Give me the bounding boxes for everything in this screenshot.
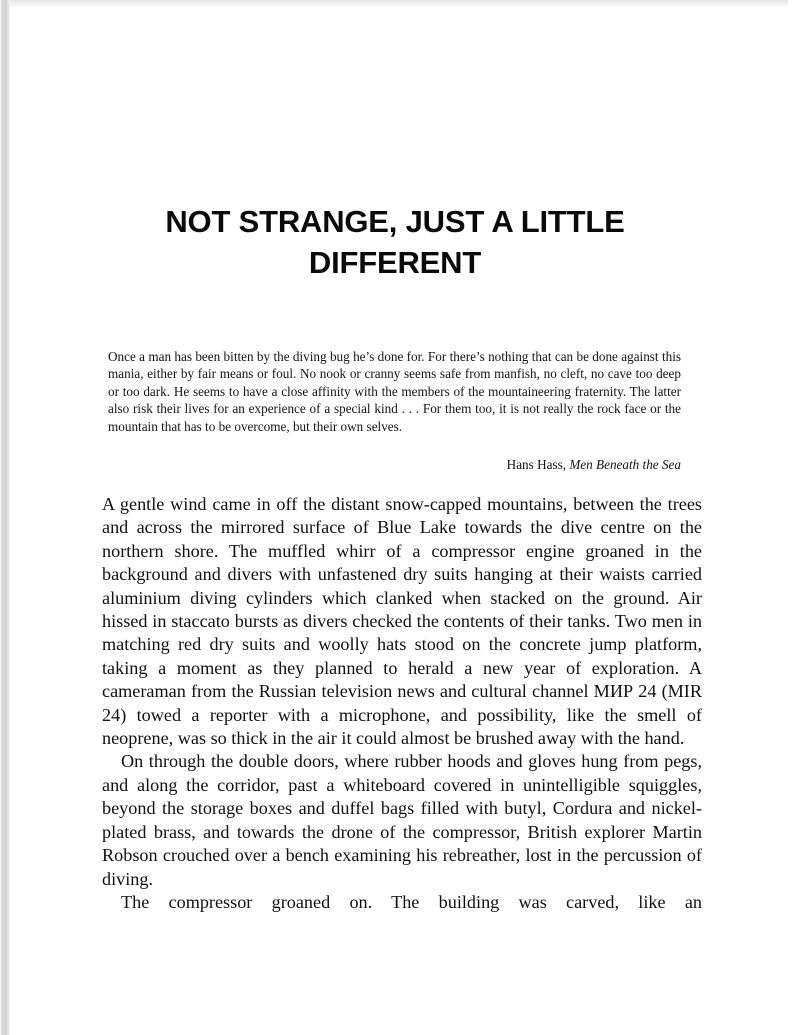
page-edge-shadow-top	[8, 0, 788, 8]
body-paragraph: The compressor groaned on. The building was carved, like an	[121, 891, 702, 912]
chapter-title: NOT STRANGE, JUST A LITTLE DIFFERENT	[165, 203, 625, 280]
epigraph-attribution-author: Hans Hass,	[506, 457, 567, 472]
body-paragraph: A gentle wind came in off the distant snow-capped mountains, between the trees and across the mirrored surface of Blue Lake towards the dive centre on the northern shore. The muffled whirr of a compressor engine groaned in the background and divers with unfastened dry suits hanging at their waists carried aluminium diving cylinders which clanked when stacked on the ground. Air hissed in staccato bursts as divers checked the contents of their tanks. Two men in matching red dry suits and woolly hats stood on the concrete jump platform, taking a moment as they planned to herald a new year of exploration. A cameraman from the Russian television news and cultural channel МИР 24 (MIR 24) towed a reporter with a microphone, and possibility, like the smell of neoprene, was so thick in the air it could almost be brushed away with the hand.	[102, 494, 702, 749]
body-text	[102, 493, 702, 938]
epigraph-attribution	[108, 456, 681, 473]
epigraph-quote: Once a man has been bitten by the diving bug he’s done for. For there’s nothing that can be done against this mania, either by fair means or foul. No nook or cranny seems safe from manfish, no cleft, no cave too deep or too dark. He seems to have a close affinity with the members of the mountaineering fraternity. The latter also risk their lives for an experience of a special kind . . . For them too, it is not really the rock face or the mountain that has to be overcome, but their own selves.	[108, 349, 681, 434]
body-paragraph: On through the double doors, where rubber hoods and gloves hung from pegs, and along the corridor, past a whiteboard covered in unintelligible squiggles, beyond the storage boxes and duffel bags filled with butyl, Cordura and nickel-plated brass, and towards the drone of the compressor, British explorer Martin Robson crouched over a bench examining his rebreather, lost in the percussion of diving.	[102, 751, 702, 889]
page-edge-shadow-left	[0, 0, 10, 1035]
epigraph-attribution-work: Men Beneath the Sea	[569, 457, 681, 472]
